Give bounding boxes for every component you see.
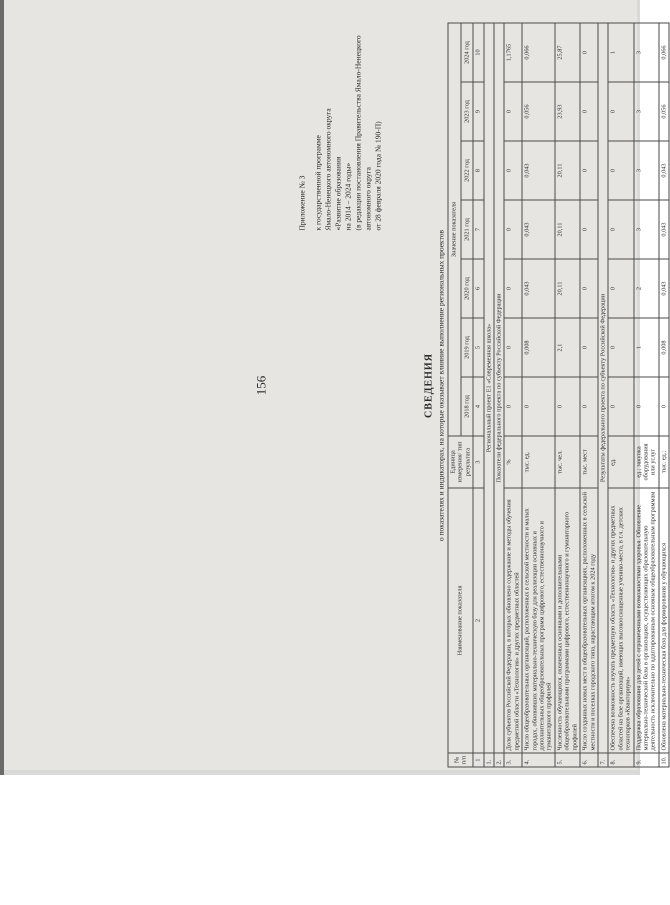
appendix-line: автономного округа [363,167,373,231]
indicator-value: 0 [608,318,633,377]
indicator-value: 0 [580,377,598,436]
header-year: 2020 год [461,259,474,318]
indicator-name: Обновлена материально-техническая база для формирования у обучающихся [659,488,669,753]
indicator-value: 2 [634,259,659,318]
indicator-name: Обеспечена возможность изучать предметную область «Технология» и других предметных областей на базе организаций, имеющих высокооснащенные ученико-места, в т.ч. детских технопарков «Кванториум» [608,488,633,753]
indicator-value: 3 [634,200,659,259]
indicator-unit: тыс. мест [580,436,598,488]
document-subtitle: о показателях и индикаторах, на которые оказывает влияние выполнение региональных проектов [436,229,446,542]
column-number: 6 [473,259,483,318]
column-number: 8 [473,141,483,200]
row-number: 5. [555,753,580,767]
document-title-block [424,1,446,771]
indicator-value: 1,1765 [504,23,522,82]
indicator-name: Численность обучающихся, охваченных основными и дополнительными общеобразовательными программами цифрового, естественнонаучного и гуманитарного профилей [555,488,580,753]
indicators-table-wrap [448,23,670,768]
appendix-line: (в редакции постановления Правительства Ямало-Ненецкого [353,35,363,231]
table-row [555,23,580,767]
section-title: Показатели федерального проекта по субъекту Российской Федерации [494,23,504,753]
indicator-value: 0,066 [659,23,669,82]
appendix-line: от 28 февраля 2020 года № 190-П) [373,121,383,231]
indicator-value: 0 [580,259,598,318]
indicator-value: 2,1 [555,318,580,377]
indicator-value: 0,043 [522,141,555,200]
column-number: 1 [473,753,483,767]
indicator-value: 0 [522,377,555,436]
section-title: Результаты федерального проекта по субъекту Российской Федерации [598,23,608,753]
indicator-value: 0 [504,259,522,318]
indicator-unit: тыс. ед.; [659,436,669,488]
row-number: 7. [598,753,608,767]
table-row [504,23,522,767]
indicator-name: Поддержка образования для детей с ограниченными возможностями здоровья. Обновление материально-технической базы в организациях, осуществляющих образовательную деятельность исключительно по адаптированным основным общеобразовательным программам [634,488,659,753]
table-row [522,23,555,767]
table-row [608,23,633,767]
column-number: 2 [473,488,483,753]
indicator-name: Число созданных новых мест в общеобразовательных организациях, расположенных в сельской местности и поселках городского типа, нарастающим итогом к 2024 году [580,488,598,753]
row-number: 1. [484,753,494,767]
table-row [634,23,659,767]
table-section-row [484,23,494,767]
header-year: 2021 год [461,200,474,259]
indicator-value: 0 [555,377,580,436]
header-year: 2018 год [461,377,474,436]
table-body [484,23,670,767]
row-number: 8. [608,753,633,767]
indicator-value: 0,043 [522,200,555,259]
header-unit: Единица измерения/ тип результата [448,436,473,488]
indicator-value: 20,11 [555,259,580,318]
header-year: 2023 год [461,82,474,141]
indicator-value: 0,043 [522,259,555,318]
row-number: 4. [522,753,555,767]
table-section-row [598,23,608,767]
indicator-value: 0,056 [659,82,669,141]
row-number: 6. [580,753,598,767]
column-number: 9 [473,82,483,141]
indicator-value: 1 [608,23,633,82]
header-year: 2024 год [461,23,474,82]
indicator-unit: % [504,436,522,488]
section-title: Региональный проект Е1 «Современная школа» [484,23,494,753]
indicator-value: 0,008 [659,318,669,377]
indicator-value: 20,11 [555,200,580,259]
indicator-value: 0,043 [659,259,669,318]
page-number: 156 [253,375,269,396]
indicator-value: 0 [504,318,522,377]
appendix-line: на 2014 – 2024 годы» [343,162,353,231]
indicator-unit: ед. [608,436,633,488]
document-title: СВЕДЕНИЯ [423,353,435,418]
indicator-value: 3 [634,23,659,82]
header-name: Наименование показателя [448,488,473,753]
header-year: 2019 год [461,318,474,377]
appendix-line: к государственной программе [313,135,323,231]
indicator-value: 0,056 [522,82,555,141]
indicator-value: 0 [634,377,659,436]
indicator-value: 23,93 [555,82,580,141]
indicator-value: 0 [608,377,633,436]
table-section-row [494,23,504,767]
header-values: Значение показателя [448,23,461,436]
indicator-value: 1 [634,318,659,377]
indicator-value: 20,11 [555,141,580,200]
header-year: 2022 год [461,141,474,200]
row-number: 2. [494,753,504,767]
indicator-value: 0 [608,259,633,318]
column-number: 4 [473,377,483,436]
header-num: № п/п [448,753,473,767]
indicator-value: 0 [504,377,522,436]
indicator-value: 0 [580,141,598,200]
indicator-value: 3 [634,82,659,141]
indicator-name: Число общеобразовательных организаций, расположенных в сельской местности и малых городах, обновивших материально-техническую базу для реализации основных и дополнительных общеобразовательных программ цифрового, естественнонаучного и гуманитарного профилей [522,488,555,753]
indicator-unit: тыс. ед. [522,436,555,488]
indicator-value: 0 [608,141,633,200]
appendix-line: «Развитие образования [333,156,343,231]
indicator-value: 0 [608,82,633,141]
row-number: 3. [504,753,522,767]
indicator-unit: тыс. чел. [555,436,580,488]
indicator-value: 0 [504,82,522,141]
indicator-value: 0 [580,318,598,377]
indicator-value: 0,043 [659,141,669,200]
table-row [659,23,669,767]
column-number: 3 [473,436,483,488]
indicator-value: 0 [608,200,633,259]
row-number: 10. [659,753,669,767]
indicator-value: 0,043 [659,200,669,259]
indicator-value: 25,87 [555,23,580,82]
indicator-unit: ед.; закупка оборудования или услуг [634,436,659,488]
indicator-value: 0 [580,200,598,259]
indicator-value: 0 [659,377,669,436]
table-row [580,23,598,767]
indicator-value: 3 [634,141,659,200]
indicator-value: 0 [504,200,522,259]
indicator-value: 0 [580,82,598,141]
appendix-block [298,11,384,231]
indicator-value: 0 [580,23,598,82]
indicator-value: 0,066 [522,23,555,82]
column-number: 10 [473,23,483,82]
column-number: 7 [473,200,483,259]
column-number: 5 [473,318,483,377]
rotated-content [8,1,668,771]
indicators-table [448,23,670,768]
document-page [4,0,668,770]
indicator-value: 0 [504,141,522,200]
appendix-line: Ямало-Ненецкого автономного округа [323,108,333,231]
indicator-value: 0,008 [522,318,555,377]
row-number: 9. [634,753,659,767]
indicator-name: Доля субъектов Российской Федерации, в которых обновлено содержание и методы обучения предметной области «Технология» и других предметных областей [504,488,522,753]
appendix-line: Приложение № 3 [297,175,307,231]
